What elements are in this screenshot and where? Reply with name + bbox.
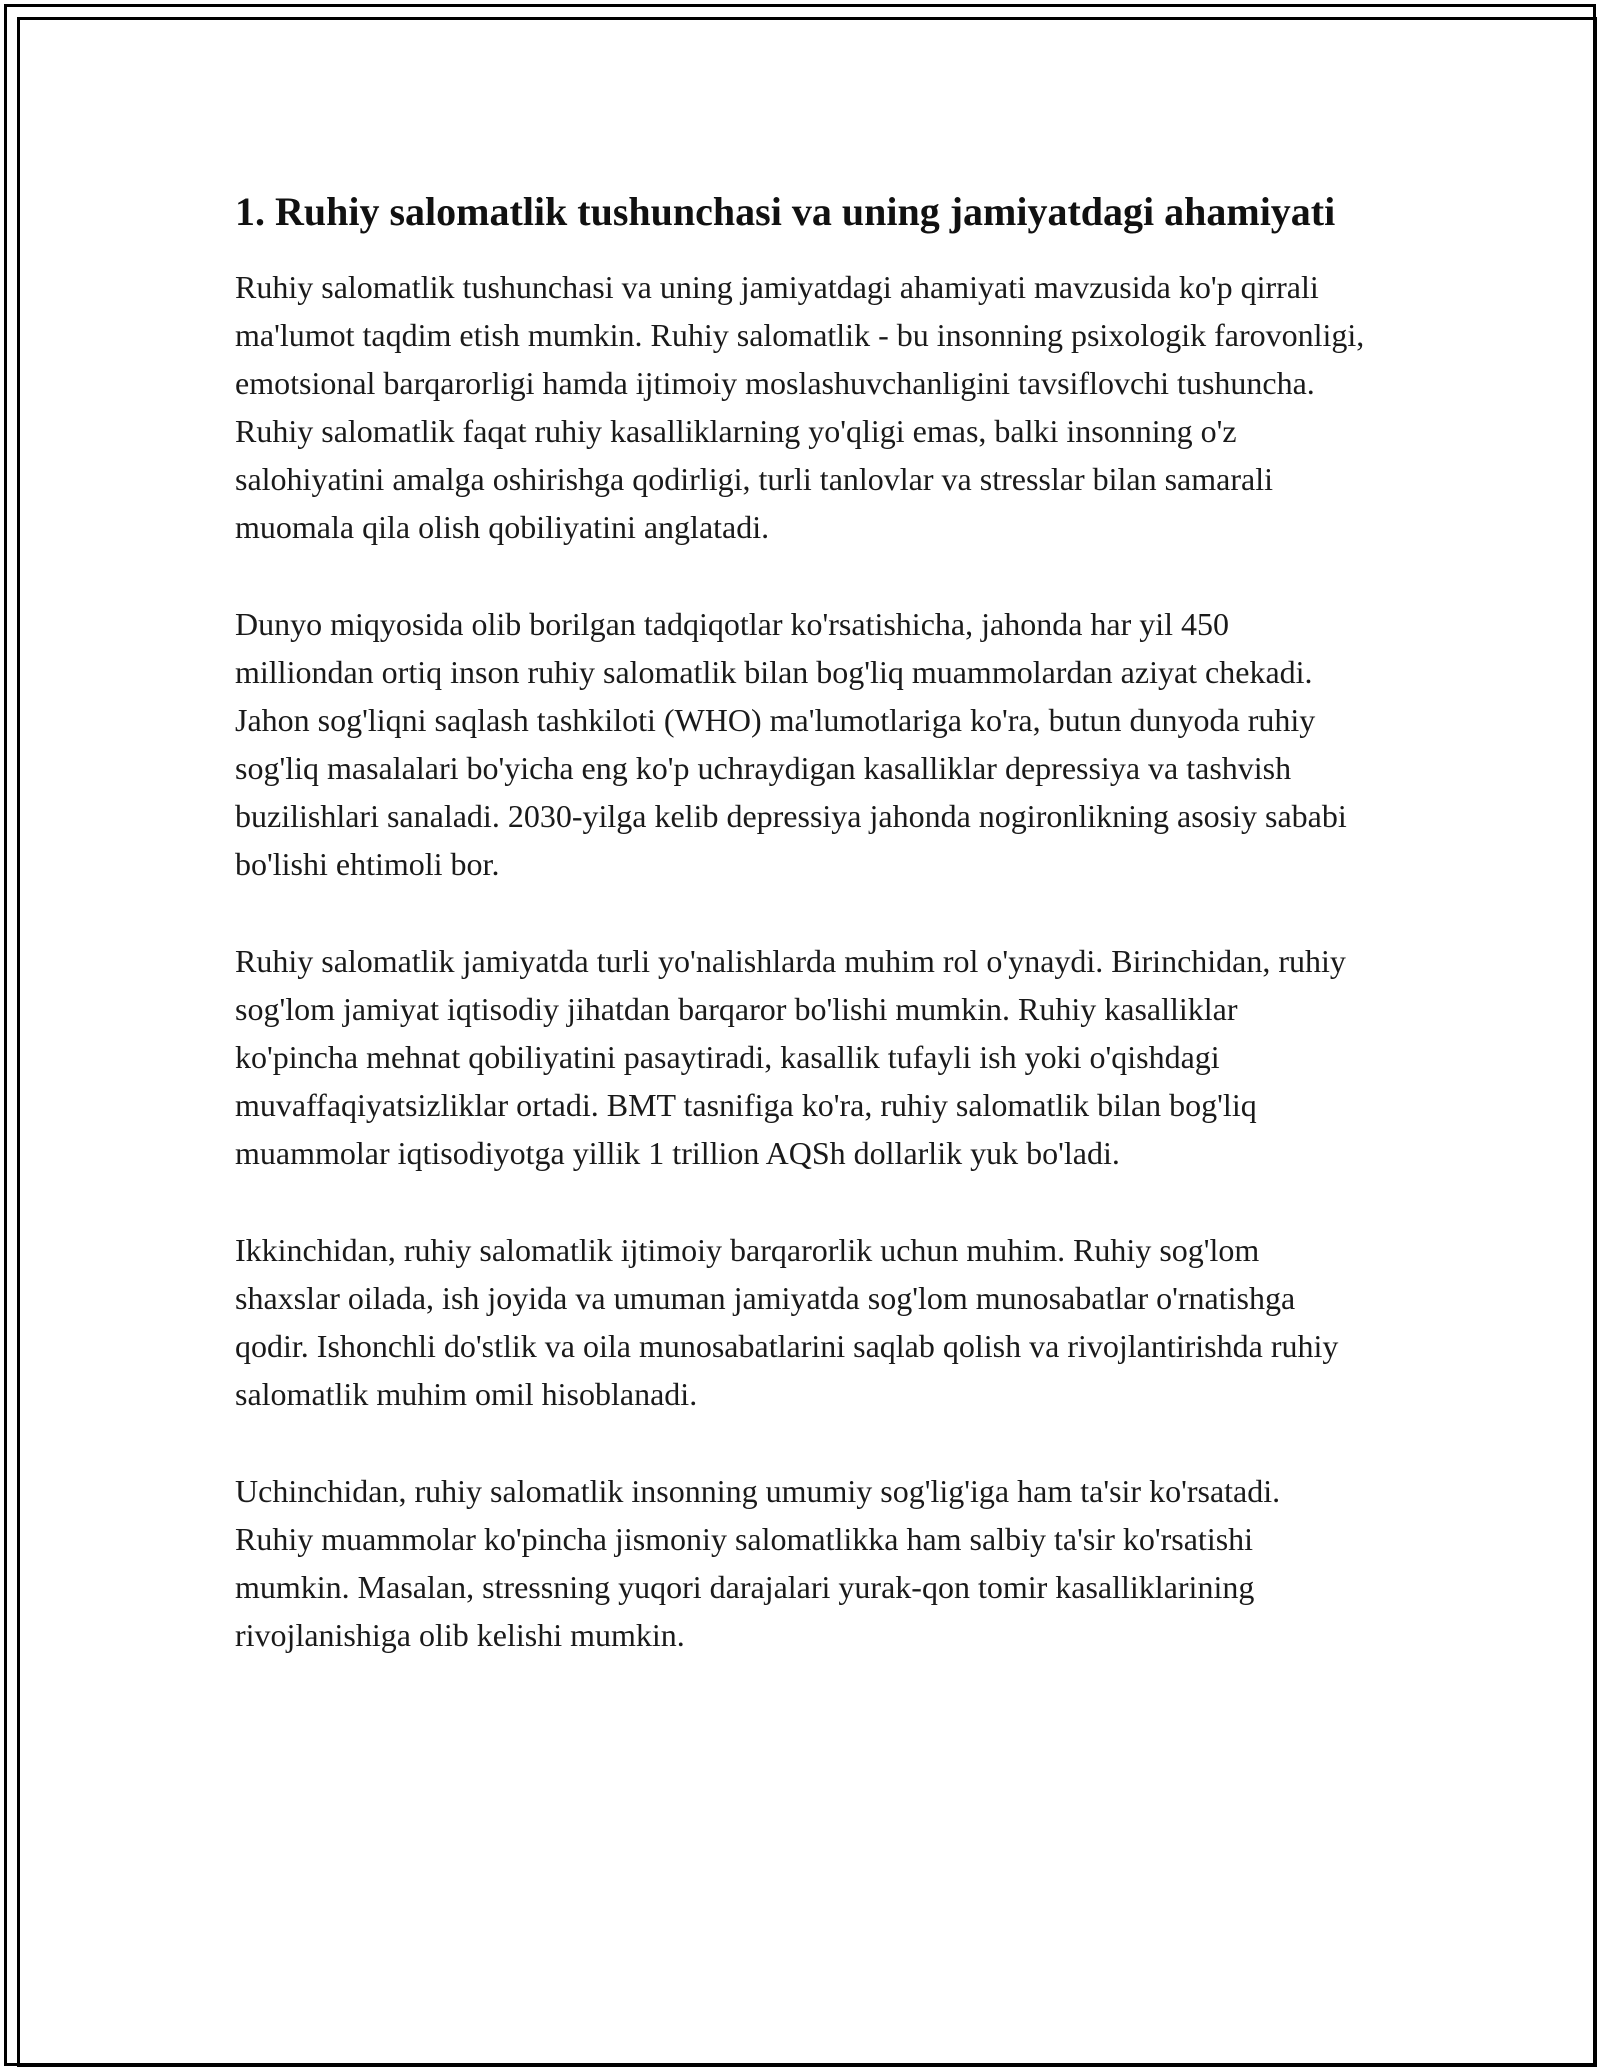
paragraph-statistics: Dunyo miqyosida olib borilgan tadqiqotlar ko'rsatishicha, jahonda har yil 450 milliondan ortiq inson ruhiy salomatlik bilan bog'liq muammolardan aziyat chekadi. Jahon sog'liqni saqlash tashkiloti (WHO) ma'lumotlariga ko'ra, butun dunyoda ruhiy sog'liq masalalari bo'yicha eng ko'p uchraydigan kasalliklar depressiya va tashvish buzilishlari sanaladi. 2030-yilga kelib depressiya jahonda nogironlikning asosiy sababi bo'lishi ehtimoli bor.: [235, 606, 1347, 882]
paragraph-social-role: Ikkinchidan, ruhiy salomatlik ijtimoiy barqarorlik uchun muhim. Ruhiy sog'lom shaxslar oilada, ish joyida va umuman jamiyatda sog'lom munosabatlar o'rnatishga qodir. Ishonchli do'stlik va oila munosabatlarini saqlab qolish va rivojlantirishda ruhiy salomatlik muhim omil hisoblanadi.: [235, 1232, 1339, 1412]
paragraph-physical-health: Uchinchidan, ruhiy salomatlik insonning umumiy sog'lig'iga ham ta'sir ko'rsatadi. Ruhiy muammolar ko'pincha jismoniy salomatlikka ham salbiy ta'sir ko'rsatishi mumkin. Masalan, stressning yuqori darajalari yurak-qon tomir kasalliklarining rivojlanishiga olib kelishi mumkin.: [235, 1473, 1281, 1653]
document-body: [235, 185, 1365, 1708]
section-title: 1. Ruhiy salomatlik tushunchasi va uning jamiyatdagi ahamiyati: [235, 189, 1336, 234]
paragraph-definition: Ruhiy salomatlik tushunchasi va uning jamiyatdagi ahamiyati mavzusida ko'p qirrali ma'lumot taqdim etish mumkin. Ruhiy salomatlik - bu insonning psixologik farovonligi, emotsional barqarorligi hamda ijtimoiy moslashuvchanligini tavsiflovchi tushuncha. Ruhiy salomatlik faqat ruhiy kasalliklarning yo'qligi emas, balki insonning o'z salohiyatini amalga oshirishga qodirligi, turli tanlovlar va stresslar bilan samarali muomala qila olish qobiliyatini anglatadi.: [235, 269, 1365, 545]
paragraph-economic-role: Ruhiy salomatlik jamiyatda turli yo'nalishlarda muhim rol o'ynaydi. Birinchidan, ruhiy sog'lom jamiyat iqtisodiy jihatdan barqaror bo'lishi mumkin. Ruhiy kasalliklar ko'pincha mehnat qobiliyatini pasaytiradi, kasallik tufayli ish yoki o'qishdagi muvaffaqiyatsizliklar ortadi. BMT tasnifiga ko'ra, ruhiy salomatlik bilan bog'liq muammolar iqtisodiyotga yillik 1 trillion AQSh dollarlik yuk bo'ladi.: [235, 943, 1346, 1171]
